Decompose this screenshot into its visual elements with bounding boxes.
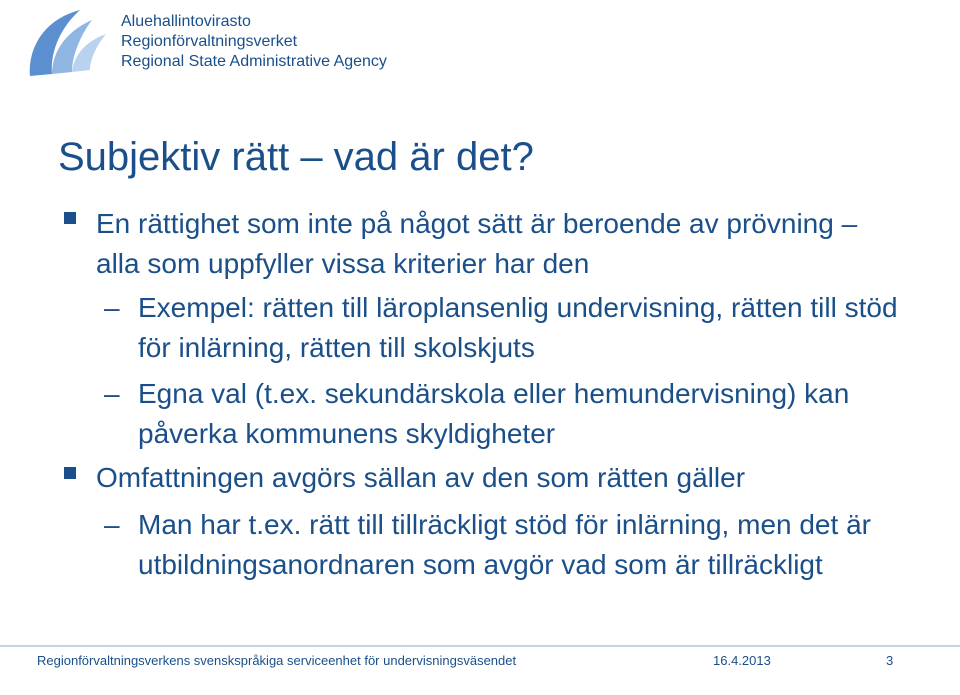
agency-name xyxy=(121,12,387,72)
bullet-square-icon xyxy=(64,212,76,224)
dash-icon: – xyxy=(104,378,120,409)
bullet-square-icon xyxy=(64,467,76,479)
slide-footer xyxy=(0,645,960,681)
footer-divider xyxy=(0,645,960,647)
footer-organization: Regionförvaltningsverkens svenskspråkiga serviceenhet för undervisningsväsendet xyxy=(37,653,517,668)
agency-name-en: Regional State Administrative Agency xyxy=(121,53,387,70)
page-number: 3 xyxy=(886,653,894,668)
sub-bullet-item: Man har t.ex. rätt till tillräckligt stöd för inlärning, men det är utbildningsanordnaren som avgör vad som är tillräckligt xyxy=(138,509,871,580)
bullet-item: En rättighet som inte på något sätt är beroende av prövning – alla som uppfyller vissa kriterier har den xyxy=(96,208,858,279)
slide-title: Subjektiv rätt – vad är det? xyxy=(58,135,534,179)
agency-name-sv: Regionförvaltningsverket xyxy=(121,33,298,50)
agency-name-fi: Aluehallintovirasto xyxy=(121,13,251,30)
footer-date: 16.4.2013 xyxy=(713,653,771,668)
regional-state-agency-logo xyxy=(22,6,114,82)
bullet-item: Omfattningen avgörs sällan av den som rätten gäller xyxy=(96,462,746,493)
sub-bullet-item: Egna val (t.ex. sekundärskola eller hemundervisning) kan påverka kommunens skyldigheter xyxy=(138,378,850,449)
sub-bullet-item: Exempel: rätten till läroplansenlig undervisning, rätten till stöd för inlärning, rätten till skolskjuts xyxy=(138,292,898,363)
dash-icon: – xyxy=(104,292,120,323)
dash-icon: – xyxy=(104,509,120,540)
